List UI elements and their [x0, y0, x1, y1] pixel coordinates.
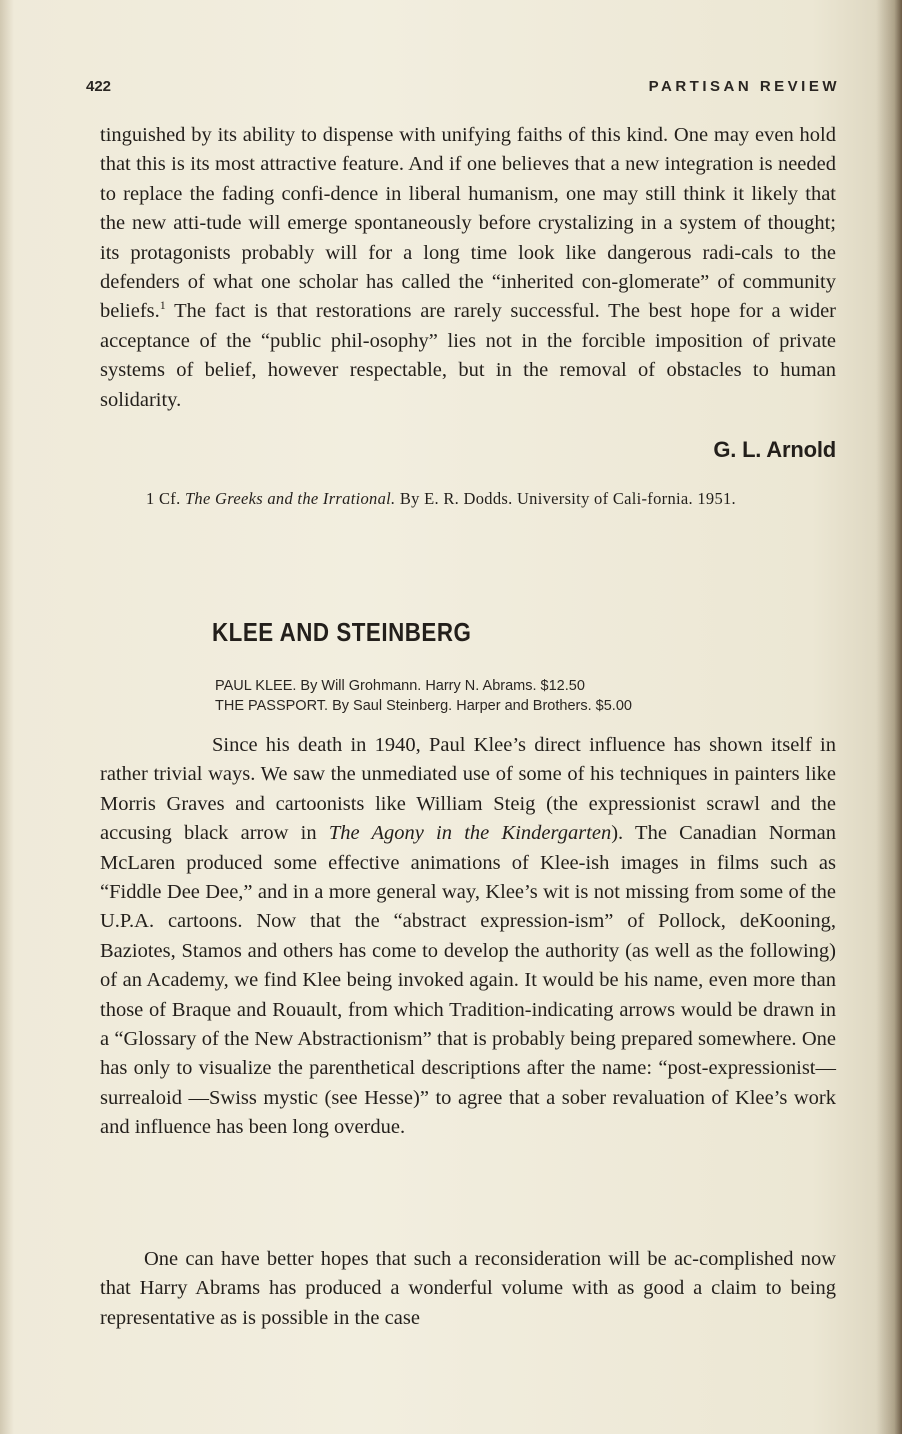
text-run: tinguished by its ability to dispense with unifying faiths of this kind. One may even hold that this is its most attractive feature. And if one believes that a new integration is needed to replace the fading confi-dence in liberal humanism, one may still think it likely that the new atti-tude will emerge spontaneously before crystalizing in a system of thought; its protagonists probably will for a long time look like dangerous radi-cals to the defenders of what one scholar has called the “inherited con-glomerate” of community beliefs.	[100, 124, 836, 323]
reviewed-books	[215, 676, 632, 716]
footnote-marker: 1	[159, 298, 166, 313]
text-run: The fact is that restorations are rarely successful. The best hope for a wider acceptance of the “public phil-osophy” lies not in the forcible imposition of private systems of belief, however respectable, but in the removal of obstacles to human solidarity.	[100, 300, 836, 411]
journal-title: PARTISAN REVIEW	[648, 78, 840, 95]
italic-title: The Agony in the Kindergarten	[328, 822, 612, 845]
review-paragraph	[100, 1245, 836, 1333]
footnote	[100, 487, 836, 510]
article-closing-paragraph	[100, 121, 836, 415]
text-run: One can have better hopes that such a reconsideration will be ac-complished now that Harry Abrams has produced a wonderful volume with as good a claim to being representative as is possible in the case	[100, 1248, 836, 1329]
page-number: 422	[86, 78, 112, 95]
italic-title: The Greeks and the Irrational.	[184, 489, 396, 508]
text-run: 1 Cf.	[146, 489, 185, 508]
page-edge-shadow	[876, 0, 902, 1434]
review-paragraph	[100, 731, 836, 1143]
text-run: ). The Canadian Norman McLaren produced some effective animations of Klee-ish images in films such as “Fiddle Dee Dee,” and in a more general way, Klee’s wit is not missing from some of the U.P.A. cartoons. Now that the “abstract expression-ism” of Pollock, deKooning, Baziotes, Stamos and others has come to develop the authority (as well as the following) of an Academy, we find Klee being invoked again. It would be his name, even more than those of Braque and Rouault, from which Tradition-indicating arrows would be drawn in a “Glossary of the New Abstractionism” that is probably being prepared somewhere. One has only to visualize the parenthetical descriptions after the name: “post-expressionist—surrealoid —Swiss mystic (see Hesse)” to agree that a sober revaluation of Klee’s work and influence has been long overdue.	[100, 822, 836, 1139]
author-signature: G. L. Arnold	[713, 437, 836, 462]
book-citation: THE PASSPORT. By Saul Steinberg. Harper and Brothers. $5.00	[215, 698, 632, 714]
text-run: By E. R. Dodds. University of Cali-fornia. 1951.	[395, 489, 736, 508]
book-citation: PAUL KLEE. By Will Grohmann. Harry N. Abrams. $12.50	[215, 678, 585, 694]
review-title: KLEE AND STEINBERG	[212, 617, 472, 647]
page-gutter-shadow	[0, 0, 14, 1434]
text-run: Since his death in 1940, Paul Klee’s direct influence has shown itself in rather trivial ways. We saw the unmediated use of some of his techniques in painters like Morris Graves and cartoonists like William Steig (the expressionist scrawl and the accusing black arrow in	[100, 734, 836, 845]
